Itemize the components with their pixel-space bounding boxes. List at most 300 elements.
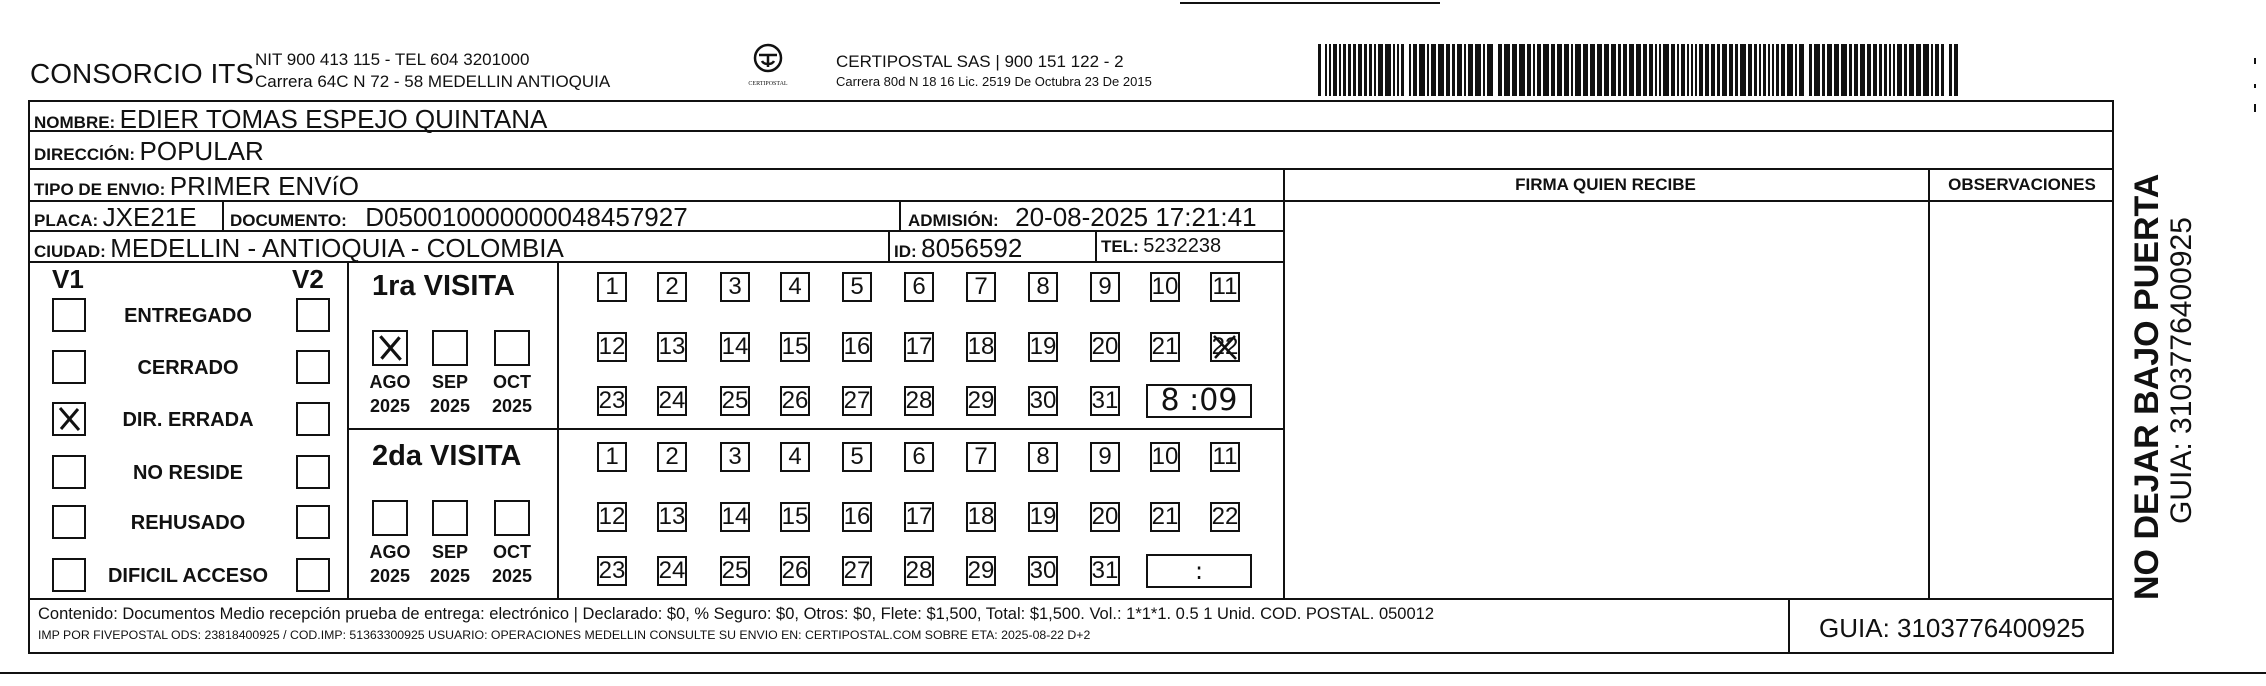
v2-checkbox[interactable]	[296, 505, 330, 539]
day-number: 16	[843, 333, 871, 360]
year-label: 2025	[369, 396, 411, 416]
month-checkbox[interactable]	[372, 330, 408, 366]
day-number: 7	[974, 273, 988, 300]
barcode-bar	[1604, 44, 1609, 96]
barcode-bar	[1385, 44, 1391, 96]
tel-label: TEL:	[1101, 237, 1139, 256]
day-number: 23	[598, 557, 626, 584]
barcode-bar	[1401, 44, 1404, 96]
certipostal-logo	[738, 42, 798, 94]
top-rule	[1180, 2, 1440, 4]
barcode-bar	[1941, 44, 1944, 96]
day-number: 5	[850, 273, 864, 300]
barcode-bar	[1464, 44, 1466, 96]
day-box[interactable]	[842, 502, 872, 532]
day-box[interactable]	[966, 442, 996, 472]
barcode-bar	[1571, 44, 1573, 96]
month-label: OCT	[493, 372, 531, 392]
year-label: 2025	[491, 396, 533, 416]
day-box[interactable]	[1090, 332, 1120, 362]
day-number: 13	[658, 333, 686, 360]
sidebar-guia: GUIA: 3103776400925	[2165, 217, 2198, 524]
barcode-bar	[1487, 44, 1493, 96]
status-label: ENTREGADO	[124, 305, 252, 327]
rule	[349, 428, 1283, 430]
month-label: AGO	[369, 542, 411, 562]
barcode-bar	[1629, 44, 1634, 96]
v1-header: V1	[52, 264, 84, 294]
barcode-bar	[1687, 44, 1689, 96]
barcode-bar	[1575, 44, 1581, 96]
year-label: 2025	[491, 566, 533, 586]
barcode-bar	[1512, 44, 1517, 96]
day-number: 12	[598, 503, 626, 530]
day-box[interactable]	[1090, 442, 1120, 472]
day-box[interactable]	[842, 386, 872, 416]
barcode-bar	[1759, 44, 1761, 96]
barcode-bar	[1498, 44, 1502, 96]
day-box[interactable]	[780, 332, 810, 362]
admision-value: 20-08-2025 17:21:41	[1015, 202, 1257, 232]
day-number: 4	[788, 273, 802, 300]
barcode-bar	[1655, 44, 1657, 96]
barcode-bar	[1533, 44, 1535, 96]
barcode	[1318, 44, 1958, 96]
direccion-value: POPULAR	[139, 136, 264, 166]
tipo-label: TIPO DE ENVIO:	[34, 180, 166, 199]
v1-checkbox[interactable]	[52, 402, 86, 436]
barcode-bar	[1611, 44, 1616, 96]
month-label: SEP	[431, 542, 469, 562]
day-box[interactable]	[904, 386, 934, 416]
day-box[interactable]	[842, 442, 872, 472]
barcode-bar	[1860, 44, 1865, 96]
barcode-bar	[1618, 44, 1621, 96]
placa-value: JXE21E	[102, 202, 197, 232]
check-x-icon	[374, 332, 406, 364]
day-box[interactable]	[720, 502, 750, 532]
barcode-bar	[1419, 44, 1425, 96]
barcode-bar	[1923, 44, 1929, 96]
barcode-bar	[1873, 44, 1877, 96]
sidebar-vertical	[2128, 174, 2198, 600]
id-value: 8056592	[921, 233, 1023, 263]
day-number: 14	[721, 333, 749, 360]
footer-line2: IMP POR FIVEPOSTAL ODS: 23818400925 / COD.IMP: 51363300925 USUARIO: OPERACIONES MEDELLIN CONSULTE SU ENVIO EN: CERTIPOSTAL.COM SOBRE ETA: 2025-08-22 D+2	[38, 628, 1091, 642]
day-box[interactable]	[1028, 332, 1058, 362]
v1-checkbox[interactable]	[52, 455, 86, 489]
day-number: 28	[905, 557, 933, 584]
day-box[interactable]	[780, 442, 810, 472]
barcode-bar	[1834, 44, 1839, 96]
day-box[interactable]	[842, 272, 872, 302]
admision-label: ADMISIÓN:	[908, 211, 999, 230]
day-box[interactable]	[657, 556, 687, 586]
barcode-bar	[1935, 44, 1939, 96]
barcode-bar	[1318, 44, 1321, 96]
barcode-bar	[1427, 44, 1429, 96]
status-label: DIR. ERRADA	[122, 409, 254, 431]
v2-checkbox[interactable]	[296, 455, 330, 489]
barcode-bar	[1369, 44, 1372, 96]
v1-checkbox[interactable]	[52, 505, 86, 539]
barcode-bar	[1597, 44, 1602, 96]
day-number: 9	[1098, 443, 1112, 470]
day-box[interactable]	[904, 442, 934, 472]
day-box[interactable]	[842, 556, 872, 586]
day-box[interactable]	[1150, 332, 1180, 362]
rule	[1283, 168, 1285, 598]
rule	[899, 200, 901, 230]
documento-value: D050010000000048457927	[365, 202, 688, 232]
time-box[interactable]	[1146, 384, 1252, 418]
day-number: 23	[598, 387, 626, 414]
day-number: 8	[1036, 443, 1050, 470]
rule	[28, 168, 2114, 170]
barcode-bar	[1735, 44, 1738, 96]
day-number: 21	[1151, 503, 1179, 530]
ciudad-value: MEDELLIN - ANTIOQUIA - COLOMBIA	[110, 233, 564, 263]
day-number: 19	[1029, 503, 1057, 530]
barcode-bar	[1711, 44, 1715, 96]
v2-checkbox[interactable]	[296, 298, 330, 332]
visit-title: 1ra VISITA	[372, 270, 515, 302]
id-row	[894, 233, 1022, 264]
day-number: 25	[721, 557, 749, 584]
barcode-bar	[1325, 44, 1327, 96]
v2-checkbox[interactable]	[296, 350, 330, 384]
barcode-bar	[1854, 44, 1858, 96]
barcode-bar	[1799, 44, 1804, 96]
barcode-bar	[1879, 44, 1882, 96]
day-number: 1	[605, 443, 619, 470]
barcode-bar	[1949, 44, 1952, 96]
tel-value: 5232238	[1143, 235, 1222, 257]
barcode-bar	[1457, 44, 1462, 96]
day-number: 30	[1029, 557, 1057, 584]
barcode-bar	[1623, 44, 1627, 96]
barcode-bar	[1413, 44, 1417, 96]
day-x-icon	[1210, 332, 1240, 362]
day-number: 11	[1212, 273, 1238, 300]
day-box[interactable]	[1028, 502, 1058, 532]
month-checkbox[interactable]	[372, 500, 408, 536]
day-box[interactable]	[720, 272, 750, 302]
day-number: 15	[781, 503, 809, 530]
day-number: 10	[1151, 273, 1179, 300]
barcode-bar	[1916, 44, 1921, 96]
visit-title: 2da VISITA	[372, 440, 522, 472]
day-number: 24	[658, 387, 686, 414]
v2-header: V2	[292, 264, 324, 294]
barcode-bar	[1557, 44, 1562, 96]
barcode-bar	[1339, 44, 1341, 96]
license-line: Carrera 80d N 18 16 Lic. 2519 De Octubra 23 De 2015	[836, 74, 1152, 89]
day-number: 8	[1036, 273, 1050, 300]
id-label: ID:	[894, 242, 917, 261]
day-number: 5	[850, 443, 864, 470]
day-number: 26	[781, 557, 809, 584]
day-number: 21	[1151, 333, 1179, 360]
rule	[1095, 230, 1097, 261]
barcode-bar	[1527, 44, 1531, 96]
barcode-bar	[1841, 44, 1847, 96]
logo-icon	[748, 42, 788, 76]
day-number: 10	[1151, 443, 1179, 470]
barcode-bar	[1814, 44, 1820, 96]
day-box[interactable]	[904, 332, 934, 362]
day-number: 7	[974, 443, 988, 470]
v2-checkbox[interactable]	[296, 558, 330, 592]
barcode-bar	[1889, 44, 1891, 96]
day-box[interactable]	[1028, 272, 1058, 302]
barcode-bar	[1564, 44, 1569, 96]
day-box[interactable]	[1150, 502, 1180, 532]
margin-mark	[2254, 84, 2256, 88]
barcode-bar	[1717, 44, 1720, 96]
barcode-bar	[1822, 44, 1825, 96]
day-number: 12	[598, 333, 626, 360]
day-number: 4	[788, 443, 802, 470]
direccion-label: DIRECCIÓN:	[34, 145, 136, 164]
day-box[interactable]	[597, 442, 627, 472]
barcode-bar	[1378, 44, 1383, 96]
barcode-bar	[1537, 44, 1541, 96]
day-box[interactable]	[657, 442, 687, 472]
direccion-row	[34, 136, 264, 167]
barcode-bar	[1329, 44, 1331, 96]
day-number: 18	[967, 503, 995, 530]
rule	[222, 200, 224, 230]
barcode-bar	[1551, 44, 1555, 96]
day-box[interactable]	[1090, 272, 1120, 302]
day-box[interactable]	[780, 386, 810, 416]
day-number: 20	[1091, 333, 1119, 360]
day-box[interactable]	[657, 502, 687, 532]
day-number: 19	[1029, 333, 1057, 360]
v2-checkbox[interactable]	[296, 402, 330, 436]
year-label: 2025	[369, 566, 411, 586]
time-value: :	[1194, 557, 1204, 585]
barcode-bar	[1699, 44, 1703, 96]
day-box[interactable]	[966, 502, 996, 532]
barcode-bar	[1768, 44, 1770, 96]
barcode-bar	[1695, 44, 1697, 96]
day-number: 29	[967, 557, 995, 584]
barcode-bar	[1691, 44, 1693, 96]
barcode-bar	[1483, 44, 1485, 96]
day-box[interactable]	[1210, 502, 1240, 532]
barcode-bar	[1519, 44, 1525, 96]
day-number: 13	[658, 503, 686, 530]
observaciones-header: OBSERVACIONES	[1948, 175, 2096, 194]
day-number: 1	[605, 273, 619, 300]
day-number: 31	[1091, 387, 1119, 414]
v1-checkbox[interactable]	[52, 558, 86, 592]
ciudad-row	[34, 233, 564, 264]
barcode-bar	[1931, 44, 1933, 96]
day-box[interactable]	[720, 386, 750, 416]
day-box[interactable]	[1090, 556, 1120, 586]
barcode-bar	[1374, 44, 1376, 96]
barcode-bar	[1754, 44, 1757, 96]
nombre-label: NOMBRE:	[34, 113, 116, 132]
barcode-bar	[1809, 44, 1812, 96]
barcode-bar	[1364, 44, 1367, 96]
barcode-bar	[1897, 44, 1902, 96]
day-number: 6	[912, 273, 926, 300]
day-box[interactable]	[780, 502, 810, 532]
day-box[interactable]	[597, 556, 627, 586]
barcode-bar	[1954, 44, 1958, 96]
status-label: CERRADO	[137, 357, 239, 379]
day-box[interactable]	[597, 502, 627, 532]
barcode-bar	[1583, 44, 1588, 96]
day-box[interactable]	[780, 556, 810, 586]
day-number: 17	[905, 333, 933, 360]
day-box[interactable]	[966, 386, 996, 416]
day-box[interactable]	[720, 556, 750, 586]
placa-label: PLACA:	[34, 211, 99, 230]
day-box[interactable]	[1150, 272, 1180, 302]
barcode-bar	[1776, 44, 1779, 96]
firma-header: FIRMA QUIEN RECIBE	[1515, 175, 1696, 194]
day-number: 9	[1098, 273, 1112, 300]
day-number: 11	[1212, 443, 1238, 470]
barcode-bar	[1649, 44, 1653, 96]
v1-checkbox[interactable]	[52, 298, 86, 332]
barcode-bar	[1795, 44, 1797, 96]
day-number: 3	[728, 443, 742, 470]
day-number: 22	[1211, 333, 1239, 360]
sidebar-warning: NO DEJAR BAJO PUERTA	[2128, 173, 2166, 600]
month-checkbox[interactable]	[494, 330, 530, 366]
day-number: 30	[1029, 387, 1057, 414]
day-box[interactable]	[1090, 386, 1120, 416]
v1-checkbox[interactable]	[52, 350, 86, 384]
day-box[interactable]	[1210, 442, 1240, 472]
day-box[interactable]	[904, 556, 934, 586]
day-box[interactable]	[597, 272, 627, 302]
day-box[interactable]	[842, 332, 872, 362]
address-line: Carrera 64C N 72 - 58 MEDELLIN ANTIOQUIA	[255, 72, 611, 91]
day-box[interactable]	[904, 502, 934, 532]
day-number: 27	[843, 387, 871, 414]
day-box[interactable]	[1150, 442, 1180, 472]
check-x-icon	[54, 404, 84, 434]
barcode-bar	[1787, 44, 1793, 96]
day-box[interactable]	[780, 272, 810, 302]
margin-mark	[2254, 104, 2256, 112]
barcode-bar	[1636, 44, 1641, 96]
barcode-bar	[1504, 44, 1510, 96]
day-number: 6	[912, 443, 926, 470]
barcode-bar	[1393, 44, 1395, 96]
barcode-bar	[1763, 44, 1766, 96]
barcode-bar	[1348, 44, 1351, 96]
year-label: 2025	[429, 396, 471, 416]
month-checkbox[interactable]	[432, 500, 468, 536]
barcode-bar	[1909, 44, 1914, 96]
day-number: 3	[728, 273, 742, 300]
day-number: 27	[843, 557, 871, 584]
day-number: 15	[781, 333, 809, 360]
nombre-row	[34, 104, 547, 135]
barcode-bar	[1729, 44, 1733, 96]
margin-mark	[2254, 58, 2256, 64]
ciudad-label: CIUDAD:	[34, 242, 106, 261]
day-box[interactable]	[657, 272, 687, 302]
day-box[interactable]	[1090, 502, 1120, 532]
documento-label: DOCUMENTO:	[230, 211, 347, 230]
admision-row	[908, 202, 1257, 233]
barcode-bar	[1827, 44, 1832, 96]
tipo-value: PRIMER ENVíO	[169, 171, 359, 201]
barcode-bar	[1543, 44, 1549, 96]
day-box[interactable]	[657, 332, 687, 362]
day-box[interactable]	[1028, 386, 1058, 416]
day-box[interactable]	[1210, 332, 1240, 362]
time-box[interactable]	[1146, 554, 1252, 588]
day-number: 17	[905, 503, 933, 530]
day-box[interactable]	[720, 332, 750, 362]
barcode-bar	[1893, 44, 1895, 96]
barcode-bar	[1772, 44, 1774, 96]
day-box[interactable]	[1028, 556, 1058, 586]
status-label: NO RESIDE	[132, 462, 244, 484]
day-box[interactable]	[1028, 442, 1058, 472]
day-box[interactable]	[904, 272, 934, 302]
barcode-bar	[1343, 44, 1346, 96]
month-checkbox[interactable]	[432, 330, 468, 366]
barcode-bar	[1722, 44, 1727, 96]
barcode-bar	[1681, 44, 1685, 96]
day-box[interactable]	[1210, 272, 1240, 302]
barcode-bar	[1409, 44, 1411, 96]
barcode-bar	[1705, 44, 1709, 96]
barcode-bar	[1475, 44, 1481, 96]
day-box[interactable]	[720, 442, 750, 472]
day-number: 25	[721, 387, 749, 414]
tipo-row	[34, 171, 359, 202]
day-box[interactable]	[966, 332, 996, 362]
day-box[interactable]	[966, 556, 996, 586]
barcode-bar	[1748, 44, 1752, 96]
bottom-rule	[0, 672, 2266, 674]
month-label: SEP	[431, 372, 469, 392]
month-label: AGO	[369, 372, 411, 392]
barcode-bar	[1781, 44, 1785, 96]
day-number: 16	[843, 503, 871, 530]
barcode-bar	[1867, 44, 1871, 96]
barcode-bar	[1358, 44, 1362, 96]
barcode-bar	[1677, 44, 1679, 96]
barcode-bar	[1431, 44, 1436, 96]
barcode-bar	[1446, 44, 1450, 96]
status-label: REHUSADO	[130, 512, 246, 534]
day-box[interactable]	[597, 386, 627, 416]
barcode-bar	[1904, 44, 1907, 96]
day-number: 31	[1091, 557, 1119, 584]
day-box[interactable]	[657, 386, 687, 416]
barcode-bar	[1333, 44, 1337, 96]
day-box[interactable]	[597, 332, 627, 362]
footer-line1: Contenido: Documentos Medio recepción prueba de entrega: electrónico | Declarado: $0, % Seguro: $0, Otros: $0, Flete: $1,500, Total: $1,500. Vol.: 1*1*1. 0.5 1 Unid. COD. POSTAL. 050012	[38, 605, 1435, 623]
day-box[interactable]	[966, 272, 996, 302]
rule	[28, 598, 2114, 600]
month-checkbox[interactable]	[494, 500, 530, 536]
documento-row	[230, 202, 688, 233]
